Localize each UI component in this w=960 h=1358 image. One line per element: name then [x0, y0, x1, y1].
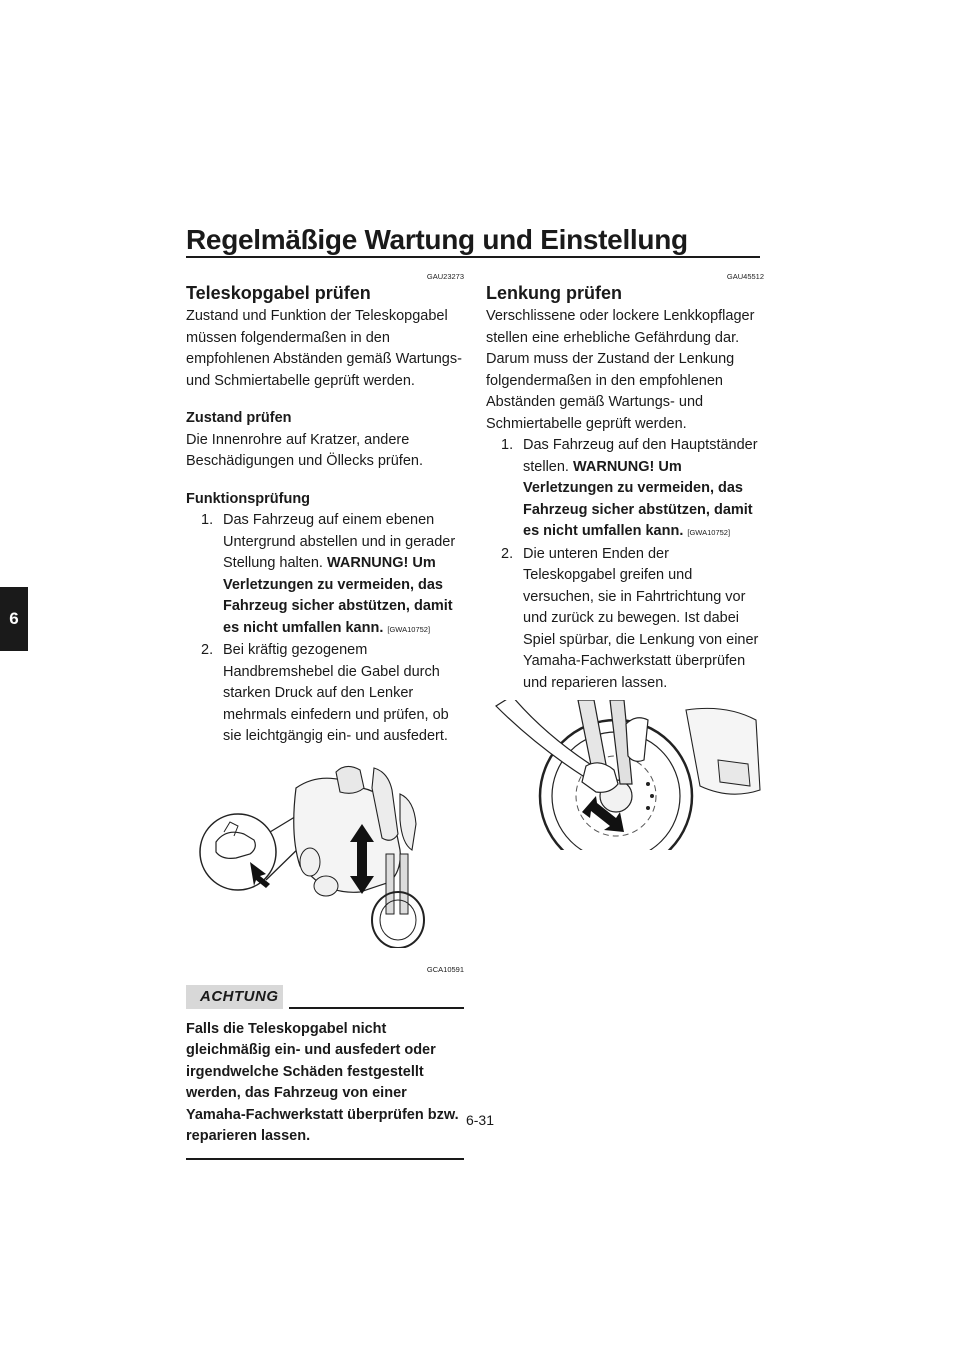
- steering-illustration: [486, 700, 764, 850]
- step-item: [486, 544, 764, 695]
- step-number: 2.: [501, 545, 514, 562]
- step-item: [486, 435, 764, 544]
- step-ref: [GWA10752]: [687, 528, 731, 537]
- step-text: Das Fahrzeug auf einem ebenen Untergrund abstellen und in gerader Stellung halten.: [223, 512, 456, 571]
- chapter-tab: 6: [0, 587, 28, 651]
- step-warning: WARNUNG! Um Verletzungen zu vermeiden, das Fahrzeug sicher abstützen, damit es nicht umfallen kann.: [523, 458, 753, 539]
- achtung-label: ACHTUNG: [186, 985, 283, 1009]
- fork-figure: [186, 758, 464, 981]
- step-number: 1.: [501, 437, 514, 453]
- fork-illustration: [186, 758, 464, 948]
- steering-intro: Verschlissene oder lockere Lenkkopflager stellen eine erhebliche Gefährdung dar. Darum muss der Zustand der Lenkung folgendermaßen in den empfohlenen Abständen gemäß Wartungs- und Schmiertabelle geprüft werden.: [486, 308, 755, 432]
- step-number: 2.: [201, 642, 214, 658]
- achtung-rule: [289, 1007, 464, 1009]
- zustand-text: Die Innenrohre auf Kratzer, andere Beschädigungen und Öllecks prüfen.: [186, 431, 423, 469]
- achtung-end-rule: [186, 1158, 464, 1160]
- section-title-fork: Teleskopgabel prüfen: [186, 283, 371, 303]
- step-item: [186, 510, 464, 640]
- right-column: [486, 272, 764, 858]
- steering-figure: [486, 700, 764, 858]
- step-warning: WARNUNG! Um Verletzungen zu vermeiden, das Fahrzeug sicher abstützen, damit es nicht umfallen kann.: [223, 555, 453, 636]
- achtung-code: GCA10591: [426, 965, 464, 974]
- step-number: 1.: [201, 512, 214, 528]
- achtung-text: Falls die Teleskopgabel nicht gleichmäßig ein- und ausfedert oder irgendwelche Schäden festgestellt werden, das Fahrzeug von einer Yamaha-Fachwerkstatt überprüfen bzw. reparieren lassen.: [186, 1020, 459, 1144]
- step-text: Die unteren Enden der Teleskopgabel greifen und versuchen, sie in Fahrtrichtung vor und zurück zu bewegen. Ist dabei Spiel spürbar, die Lenkung von einer Yamaha-Fachwerkstatt überprüfen und reparieren lassen.: [523, 545, 759, 691]
- step-item: [186, 640, 464, 748]
- section-code: GAU23273: [426, 272, 464, 281]
- subhead-funktion: Funktionsprüfung: [186, 490, 311, 507]
- fork-intro: Zustand und Funktion der Teleskopgabel müssen folgendermaßen in den empfohlenen Abständen gemäß Wartungs- und Schmiertabelle geprüft werden.: [186, 308, 462, 389]
- page-number: 6-31: [465, 1112, 495, 1128]
- title-rule: [186, 256, 760, 258]
- section-title-steering: Lenkung prüfen: [486, 283, 622, 303]
- step-text: Bei kräftig gezogenem Handbremshebel die Gabel durch starken Druck auf den Lenker mehrmals einfedern und prüfen, ob sie leichtgängig ein- und ausfedert.: [223, 642, 449, 744]
- subhead-zustand: Zustand prüfen: [186, 410, 292, 426]
- achtung-header: [186, 985, 464, 1011]
- section-code: GAU45512: [726, 272, 764, 281]
- step-ref: [GWA10752]: [387, 624, 431, 634]
- left-column: [186, 272, 464, 1160]
- page-title: Regelmäßige Wartung und Einstellung: [186, 224, 688, 255]
- step-text: Das Fahrzeug auf den Hauptständer stellen.: [523, 437, 758, 475]
